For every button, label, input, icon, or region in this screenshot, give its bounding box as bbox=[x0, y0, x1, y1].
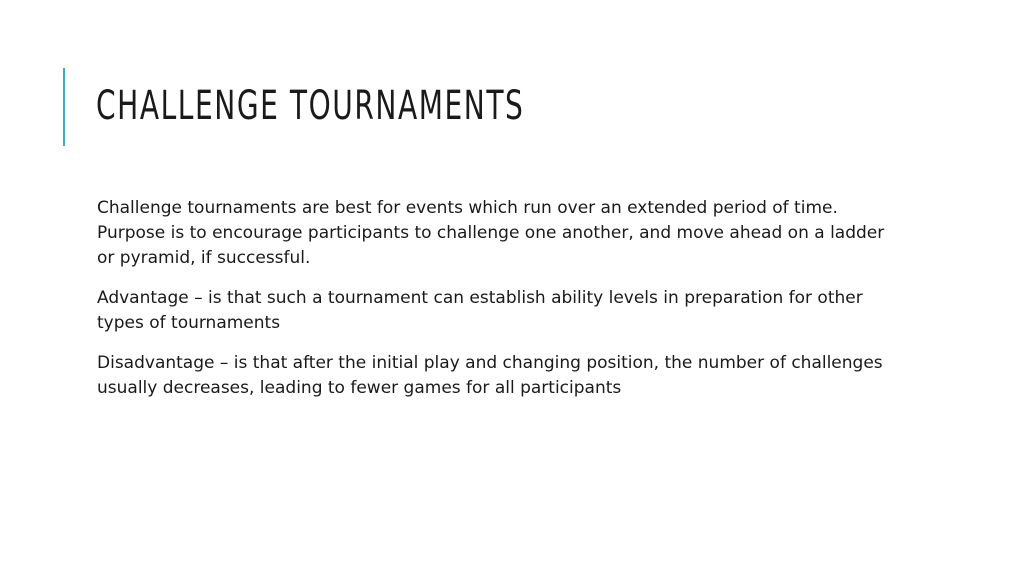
slide-body bbox=[97, 196, 897, 416]
paragraph-advantage: Advantage – is that such a tournament can establish ability levels in preparation for other types of tournaments bbox=[97, 288, 863, 333]
paragraph-intro: Challenge tournaments are best for events which run over an extended period of time. Purpose is to encourage participants to challenge one another, and move ahead on a ladder or pyramid, if successful. bbox=[97, 198, 885, 268]
title-accent-bar bbox=[63, 68, 65, 146]
paragraph-disadvantage: Disadvantage – is that after the initial play and changing position, the number of challenges usually decreases, leading to fewer games for all participants bbox=[97, 353, 883, 398]
slide-title: CHALLENGE TOURNAMENTS bbox=[96, 83, 525, 129]
